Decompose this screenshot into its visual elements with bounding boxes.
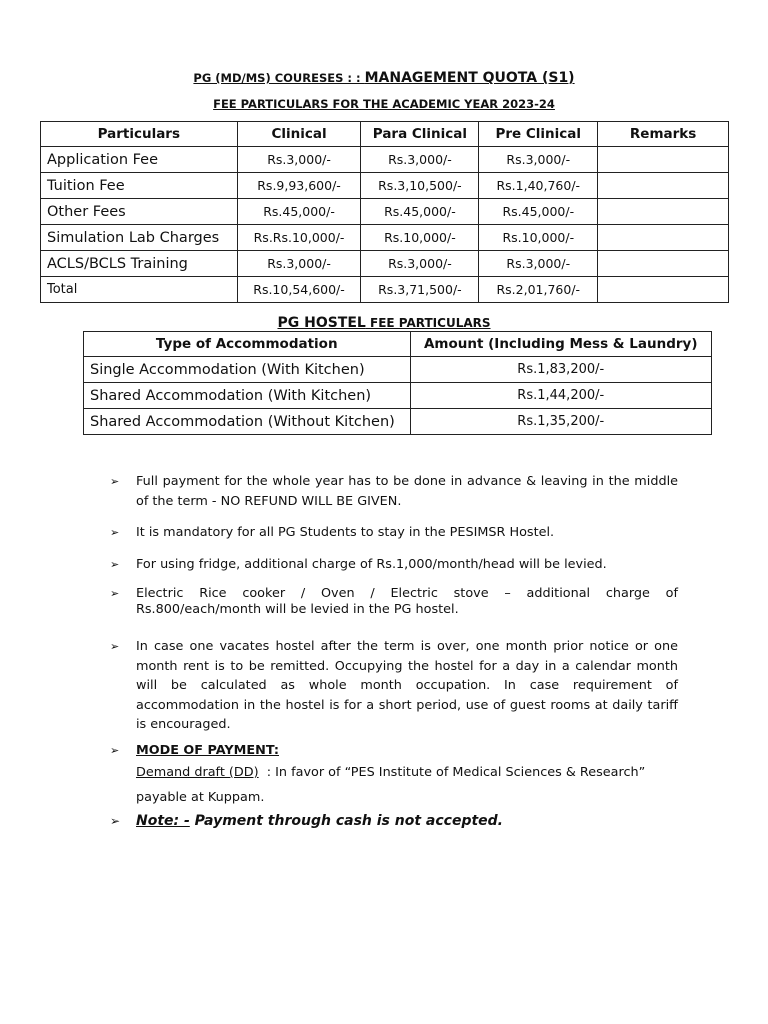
- table-row: [84, 409, 712, 435]
- hostel-section-title: [0, 315, 768, 331]
- fee-clinical: Rs.45,000/-: [237, 199, 361, 225]
- fee-remarks: [598, 199, 729, 225]
- table-row: [41, 173, 729, 199]
- fee-remarks: [598, 173, 729, 199]
- demand-draft-line: [110, 760, 678, 810]
- table-row: [41, 225, 729, 251]
- fee-para-clinical: Rs.10,000/-: [361, 225, 479, 251]
- note-text: It is mandatory for all PG Students to stay in the PESIMSR Hostel.: [136, 525, 555, 540]
- column-header: Particulars: [41, 122, 238, 147]
- column-header: Remarks: [598, 122, 729, 147]
- list-item: [110, 555, 678, 575]
- fee-clinical: Rs.10,54,600/-: [237, 277, 361, 303]
- fee-para-clinical: Rs.45,000/-: [361, 199, 479, 225]
- fee-remarks: [598, 147, 729, 173]
- fee-para-clinical: Rs.3,71,500/-: [361, 277, 479, 303]
- column-header: Para Clinical: [361, 122, 479, 147]
- column-header: Amount (Including Mess & Laundry): [410, 332, 712, 357]
- page-title: [0, 70, 768, 86]
- accommodation-type: Shared Accommodation (Without Kitchen): [84, 409, 411, 435]
- table-row: [84, 357, 712, 383]
- column-header: Pre Clinical: [479, 122, 598, 147]
- hostel-table: [83, 331, 712, 435]
- hostel-table-header: [84, 332, 712, 357]
- fee-particular: Other Fees: [41, 199, 238, 225]
- fee-table-header: [41, 122, 729, 147]
- total-row: [41, 277, 729, 303]
- arrow-bullet-icon: ➢: [110, 814, 121, 828]
- fee-particular: Simulation Lab Charges: [41, 225, 238, 251]
- list-item: [110, 637, 678, 735]
- table-row: [41, 251, 729, 277]
- arrow-bullet-icon: ➢: [110, 526, 120, 539]
- fee-remarks: [598, 225, 729, 251]
- title-main: MANAGEMENT QUOTA (S1): [364, 70, 575, 86]
- arrow-bullet-icon: ➢: [110, 557, 120, 571]
- fee-para-clinical: Rs.3,10,500/-: [361, 173, 479, 199]
- fee-clinical: Rs.9,93,600/-: [237, 173, 361, 199]
- table-row: [84, 383, 712, 409]
- column-header: Type of Accommodation: [84, 332, 411, 357]
- note-text: Full payment for the whole year has to be done in advance & leaving in the middle of the term - NO REFUND WILL BE GIVEN.: [136, 474, 678, 509]
- fee-particular: Tuition Fee: [41, 173, 238, 199]
- arrow-bullet-icon: ➢: [110, 587, 120, 600]
- fee-pre-clinical: Rs.3,000/-: [479, 251, 598, 277]
- fee-clinical: Rs.3,000/-: [237, 251, 361, 277]
- list-item: [110, 523, 678, 543]
- fee-para-clinical: Rs.3,000/-: [361, 147, 479, 173]
- fee-pre-clinical: Rs.2,01,760/-: [479, 277, 598, 303]
- fee-clinical: Rs.Rs.10,000/-: [237, 225, 361, 251]
- accommodation-amount: Rs.1,83,200/-: [410, 357, 712, 383]
- fee-remarks: [598, 251, 729, 277]
- arrow-bullet-icon: ➢: [110, 475, 120, 488]
- fee-pre-clinical: Rs.3,000/-: [479, 147, 598, 173]
- hostel-title-rest: FEE PARTICULARS: [365, 316, 491, 330]
- accommodation-type: Single Accommodation (With Kitchen): [84, 357, 411, 383]
- note-text: In case one vacates hostel after the term is over, one month prior notice or one month rent is to be remitted. Occupying the hostel for a day in a calendar month will be calculated as whole month occupation. In case requirement of accommodation in the hostel is for a short period, use of guest rooms at daily tariff is encouraged.: [136, 639, 678, 732]
- page-subtitle: FEE PARTICULARS FOR THE ACADEMIC YEAR 2023-24: [213, 97, 555, 111]
- fee-para-clinical: Rs.3,000/-: [361, 251, 479, 277]
- fee-pre-clinical: Rs.1,40,760/-: [479, 173, 598, 199]
- fee-particular: Total: [41, 277, 238, 303]
- accommodation-amount: Rs.1,44,200/-: [410, 383, 712, 409]
- notes-list: [110, 472, 678, 844]
- note-cash-text: Payment through cash is not accepted.: [189, 813, 503, 829]
- fee-pre-clinical: Rs.45,000/-: [479, 199, 598, 225]
- hostel-title-main: PG HOSTEL: [277, 315, 366, 331]
- fee-table: [40, 121, 729, 303]
- fee-remarks: [598, 277, 729, 303]
- accommodation-amount: Rs.1,35,200/-: [410, 409, 712, 435]
- arrow-bullet-icon: ➢: [110, 743, 120, 757]
- mode-of-payment-heading: MODE OF PAYMENT:: [136, 742, 279, 758]
- dd-label: Demand draft (DD): [136, 765, 259, 780]
- note-label: Note: -: [136, 813, 190, 829]
- dd-text-2: payable at Kuppam.: [136, 790, 265, 805]
- dd-text: : In favor of “PES Institute of Medical Sciences & Research”: [258, 765, 646, 780]
- fee-particular: ACLS/BCLS Training: [41, 251, 238, 277]
- column-header: Clinical: [237, 122, 361, 147]
- fee-clinical: Rs.3,000/-: [237, 147, 361, 173]
- list-item: [110, 586, 678, 618]
- fee-pre-clinical: Rs.10,000/-: [479, 225, 598, 251]
- list-item: [110, 472, 678, 511]
- note-text: Electric Rice cooker / Oven / Electric stove – additional charge of Rs.800/each/month will be levied in the PG hostel.: [136, 586, 678, 617]
- fee-particular: Application Fee: [41, 147, 238, 173]
- list-item: [110, 741, 678, 761]
- note-text: For using fridge, additional charge of Rs.1,000/month/head will be levied.: [136, 556, 607, 572]
- table-row: [41, 199, 729, 225]
- title-prefix: PG (MD/MS) COURESES : :: [193, 71, 365, 85]
- arrow-bullet-icon: ➢: [110, 640, 120, 653]
- accommodation-type: Shared Accommodation (With Kitchen): [84, 383, 411, 409]
- table-row: [41, 147, 729, 173]
- list-item: [110, 812, 678, 832]
